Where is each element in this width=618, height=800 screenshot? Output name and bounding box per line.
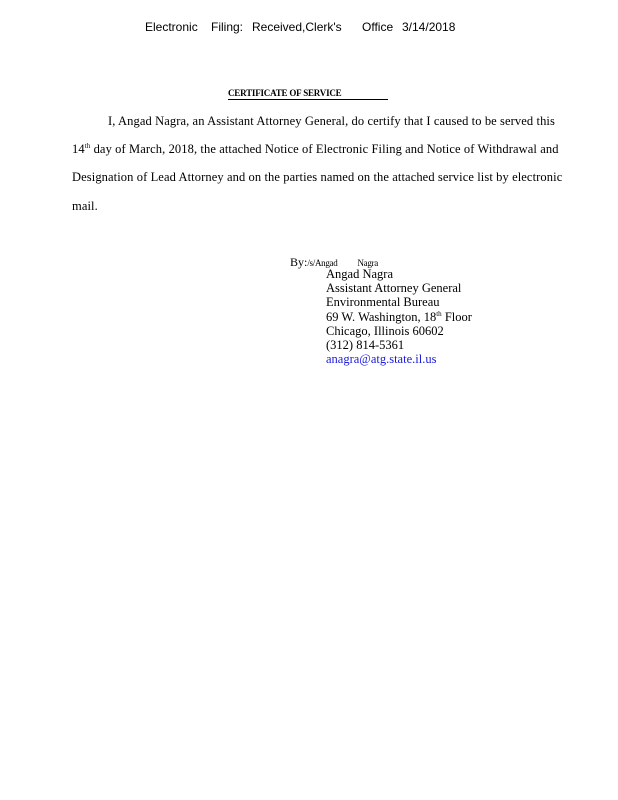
- signer-city: Chicago, Illinois 60602: [326, 323, 444, 338]
- signer-name: Angad Nagra: [326, 267, 393, 281]
- certificate-line-2-text: day of March, 2018, the attached Notice of Electronic Filing and Notice of Withdrawal and: [90, 142, 559, 156]
- signer-phone: (312) 814-5361: [326, 338, 405, 353]
- electronic-signature-first: /s/Angad: [307, 258, 338, 268]
- signer-role: Assistant Attorney General: [326, 281, 462, 296]
- stamp-part-office: Office: [362, 20, 394, 34]
- certificate-line-4: mail.: [72, 199, 98, 213]
- signer-bureau: Environmental Bureau: [326, 295, 440, 310]
- certificate-line-1: I, Angad Nagra, an Assistant Attorney General, do certify that I caused to be served this: [108, 114, 555, 128]
- stamp-part-filing: Filing:: [211, 20, 244, 34]
- certificate-line-2: [72, 142, 559, 157]
- signature-block: [326, 267, 472, 366]
- certificate-title: CERTIFICATE OF SERVICE: [228, 88, 388, 100]
- signer-address: [326, 310, 472, 324]
- signer-email-link[interactable]: anagra@atg.state.il.us: [326, 352, 437, 367]
- stamp-date: 3/14/2018: [402, 20, 456, 34]
- address-floor: Floor: [441, 309, 472, 324]
- address-floor-ordinal: th: [436, 309, 442, 318]
- date-day: 14: [72, 142, 85, 156]
- stamp-part-received: Received,Clerk's: [252, 20, 342, 34]
- electronic-signature-last: Nagra: [357, 258, 378, 268]
- date-ordinal: th: [84, 142, 91, 150]
- certificate-line-3: Designation of Lead Attorney and on the parties named on the attached service list by electronic: [72, 170, 563, 184]
- address-street: 69 W. Washington, 18: [326, 309, 437, 324]
- by-label: By:: [290, 255, 308, 269]
- stamp-part-electronic: Electronic: [145, 20, 198, 34]
- electronic-filing-stamp: [145, 20, 455, 34]
